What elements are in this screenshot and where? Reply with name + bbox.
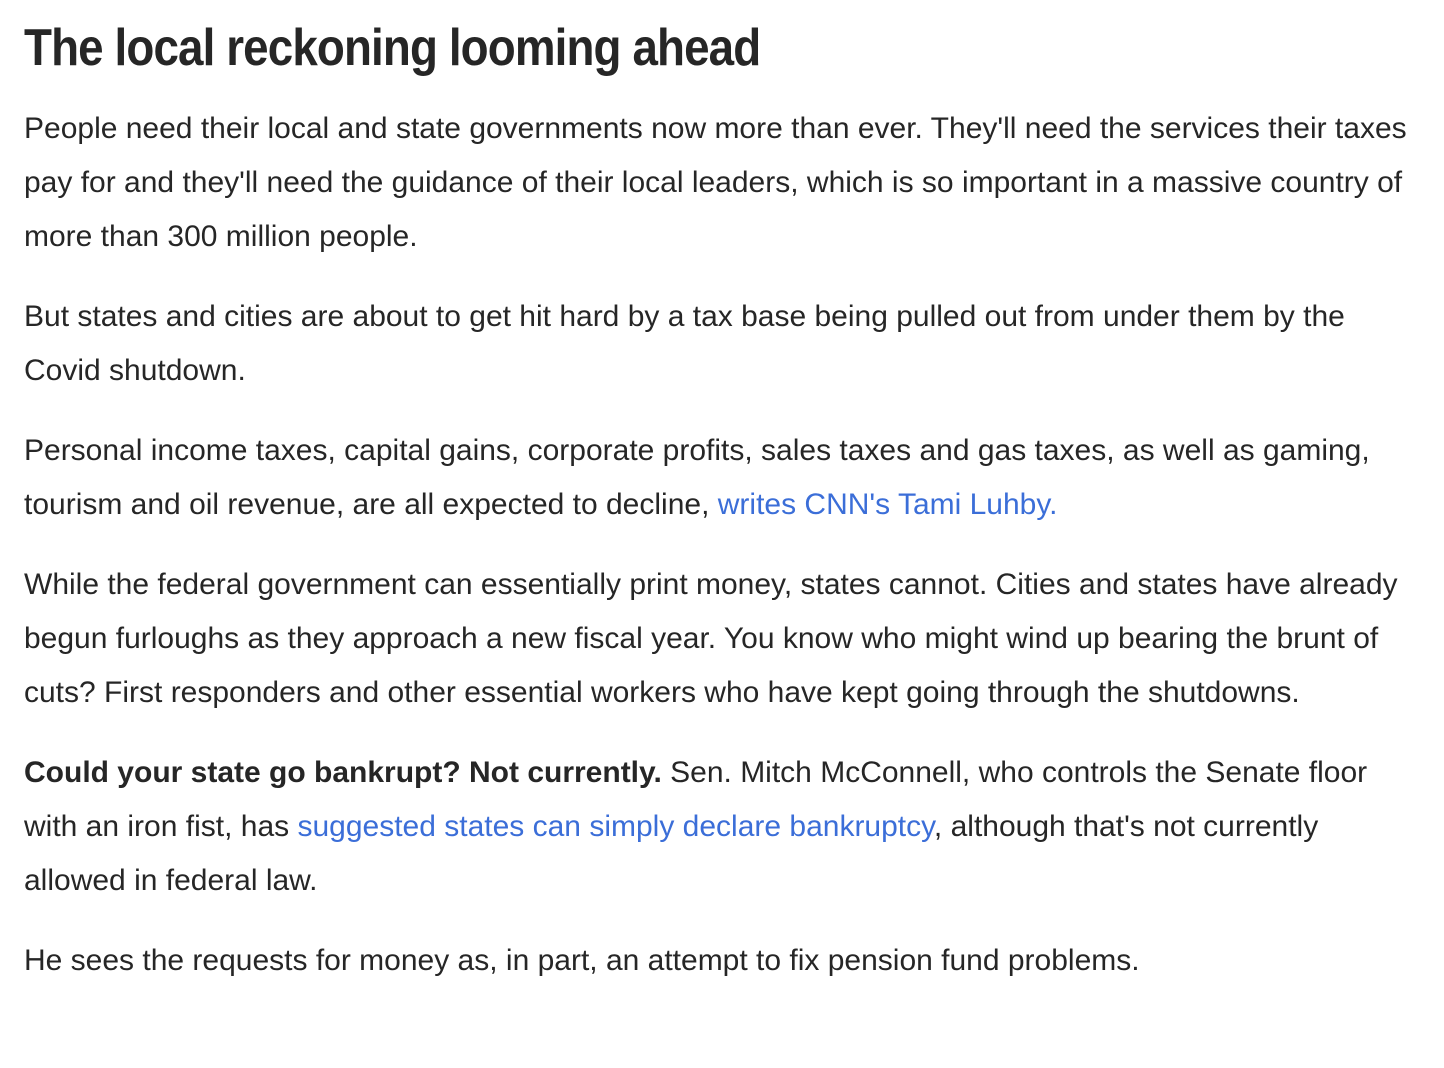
- paragraph-5-text-before: Sen. Mitch McConnell, who controls the Senate floor with an iron fist, has: [24, 756, 1368, 843]
- tami-luhby-link[interactable]: writes CNN's Tami Luhby.: [717, 488, 1058, 521]
- article-body: [24, 0, 1424, 988]
- section-headline: The local reckoning looming ahead: [24, 19, 761, 77]
- paragraph-3: [24, 424, 1424, 532]
- paragraph-2: But states and cities are about to get hit hard by a tax base being pulled out from under them by the Covid shutdown.: [24, 300, 1345, 387]
- bankruptcy-link[interactable]: suggested states can simply declare bankruptcy: [297, 810, 934, 843]
- paragraph-4: While the federal government can essentially print money, states cannot. Cities and states have already begun furloughs as they approach a new fiscal year. You know who might wind up bearing the brunt of cuts? First responders and other essential workers who have kept going through the shutdowns.: [24, 568, 1398, 709]
- paragraph-5-text-after: , although that's not currently allowed in federal law.: [24, 810, 1319, 897]
- bold-lead-in: Could your state go bankrupt? Not currently.: [24, 756, 662, 789]
- paragraph-1: People need their local and state governments now more than ever. They'll need the services their taxes pay for and they'll need the guidance of their local leaders, which is so important in a massive country of more than 300 million people.: [24, 112, 1407, 253]
- paragraph-6: He sees the requests for money as, in part, an attempt to fix pension fund problems.: [24, 944, 1140, 977]
- paragraph-5: [24, 746, 1424, 908]
- paragraph-3-text: Personal income taxes, capital gains, corporate profits, sales taxes and gas taxes, as well as gaming, tourism and oil revenue, are all expected to decline,: [24, 434, 1370, 521]
